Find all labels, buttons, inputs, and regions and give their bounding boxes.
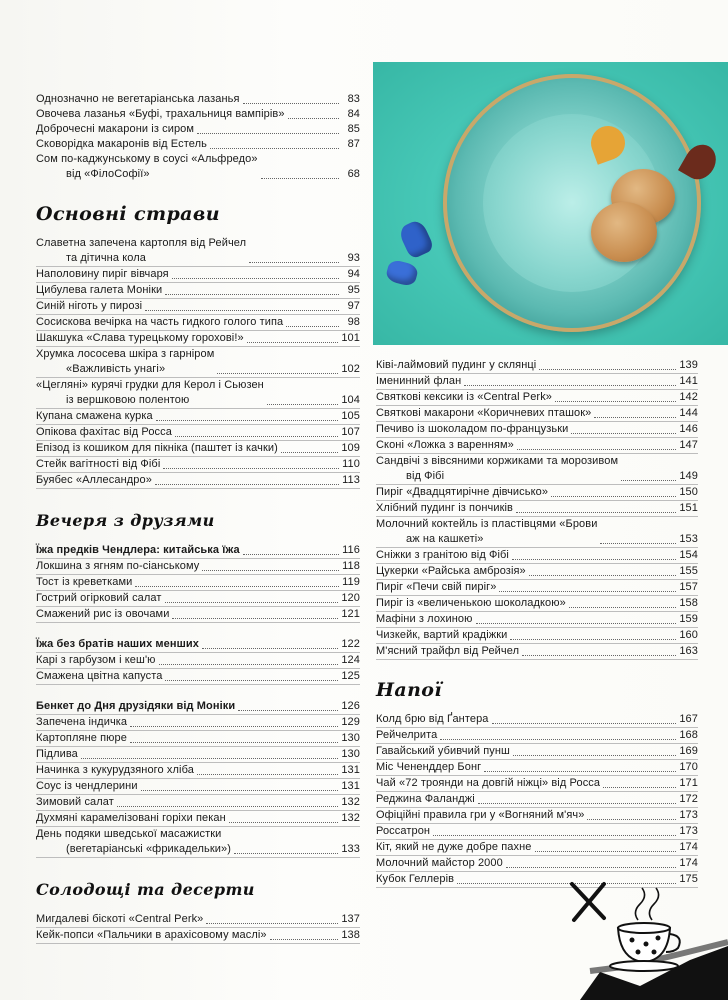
toc-page-number: 154: [679, 549, 698, 561]
toc-entry[interactable]: [376, 517, 698, 548]
toc-entry-title: Синій ніготь у пирозі: [36, 300, 143, 312]
toc-leader-dots: [510, 639, 676, 640]
toc-subgroup-heading[interactable]: [36, 543, 360, 559]
toc-leader-dots: [172, 618, 338, 619]
toc-leader-dots: [600, 543, 676, 544]
toc-page-number: 97: [347, 300, 360, 312]
toc-entry[interactable]: [376, 856, 698, 872]
toc-page-number: 171: [679, 777, 698, 789]
toc-page-number: 85: [347, 123, 360, 135]
toc-leader-dots: [270, 939, 339, 940]
toc-leader-dots: [587, 819, 676, 820]
toc-page-number: 175: [679, 873, 698, 885]
toc-top-list: [36, 92, 360, 182]
toc-entry-title: Цибулева галета Моніки: [36, 284, 163, 296]
toc-entry[interactable]: [36, 92, 360, 107]
toc-entry[interactable]: [36, 912, 360, 928]
toc-entry[interactable]: [36, 283, 360, 299]
toc-leader-dots: [594, 417, 676, 418]
candy-icon: [397, 218, 435, 260]
toc-leader-dots: [217, 373, 338, 374]
toc-page-number: 129: [341, 716, 360, 728]
toc-entry[interactable]: [376, 422, 698, 438]
toc-entry[interactable]: [36, 137, 360, 152]
toc-page-number: 151: [679, 502, 698, 514]
toc-entry[interactable]: [36, 331, 360, 347]
toc-entry-title: Духмяні карамелізовані горіхи пекан: [36, 812, 226, 824]
toc-page-number: 93: [347, 252, 360, 264]
toc-leader-dots: [571, 433, 676, 434]
toc-entry[interactable]: [376, 374, 698, 390]
toc-leader-dots: [249, 262, 339, 263]
toc-entry-title: Локшина з ягням по-сіанському: [36, 560, 200, 572]
toc-leader-dots: [286, 326, 339, 327]
toc-leader-dots: [433, 835, 676, 836]
toc-entry-title: Запечена індичка: [36, 716, 128, 728]
toc-entry-title: Цукерки «Райська амброзія»: [376, 565, 526, 577]
toc-entry-title: День подяки шведської масажистки (вегетаріанські «фрикадельки»): [36, 828, 232, 855]
toc-leader-dots: [130, 742, 338, 743]
toc-leader-dots: [243, 103, 339, 104]
toc-entry-title: Колд брю від Ґантера: [376, 713, 489, 725]
toc-entry-title: Карі з гарбузом і кеш'ю: [36, 654, 156, 666]
toc-leader-dots: [506, 867, 677, 868]
toc-leader-dots: [159, 664, 339, 665]
toc-page-number: 147: [679, 439, 698, 451]
toc-subgroup-heading[interactable]: [36, 637, 360, 653]
toc-entry[interactable]: [376, 501, 698, 517]
toc-entry-title: Сом по-каджунському в соусі «Альфредо» від «ФілоСофії»: [36, 153, 258, 180]
toc-leader-dots: [130, 726, 338, 727]
cross-doodle-icon: [572, 884, 604, 920]
toc-entry[interactable]: [36, 827, 360, 858]
toc-subgroup: [36, 637, 360, 685]
toc-page-number: 109: [341, 442, 360, 454]
toc-leader-dots: [165, 602, 339, 603]
toc-entry[interactable]: [36, 779, 360, 795]
toc-page-number: 150: [679, 486, 698, 498]
toc-page-number: 139: [679, 359, 698, 371]
toc-entry[interactable]: [36, 575, 360, 591]
toc-leader-dots: [539, 369, 676, 370]
toc-page-number: 122: [341, 638, 360, 650]
toc-entry[interactable]: [36, 315, 360, 331]
toc-page-number: 137: [341, 913, 360, 925]
toc-entry-title: Пиріг із «величенькою шоколадкою»: [376, 597, 566, 609]
toc-leader-dots: [569, 607, 677, 608]
coffee-doodle: [560, 876, 728, 1000]
toc-entry-title: Гострий огірковий салат: [36, 592, 162, 604]
toc-page-number: 131: [341, 780, 360, 792]
toc-leader-dots: [516, 512, 676, 513]
toc-leader-dots: [551, 496, 676, 497]
toc-entry-title: Смажений рис із овочами: [36, 608, 170, 620]
toc-page-number: 107: [341, 426, 360, 438]
section-heading-mains: Основні страви: [36, 203, 220, 225]
toc-page-number: 157: [679, 581, 698, 593]
toc-entry[interactable]: [36, 928, 360, 944]
toc-entry[interactable]: [36, 299, 360, 315]
toc-page-number: 168: [679, 729, 698, 741]
toc-entry[interactable]: [36, 457, 360, 473]
toc-page-number: 130: [341, 732, 360, 744]
toc-leader-dots: [499, 591, 676, 592]
toc-entry[interactable]: [376, 438, 698, 454]
toc-leader-dots: [440, 739, 676, 740]
toc-entry[interactable]: [376, 580, 698, 596]
toc-entry-title: Пиріг «Двадцятирічне дівчисько»: [376, 486, 549, 498]
toc-entry[interactable]: [36, 559, 360, 575]
toc-entry-title: Бенкет до Дня друзідяки від Моніки: [36, 700, 236, 712]
toc-entry-title: Мигдалеві біскоті «Central Perk»: [36, 913, 204, 925]
toc-mains-list: [36, 236, 360, 489]
toc-entry-title: Однозначно не вегетаріанська лазанья: [36, 93, 240, 105]
toc-entry-title: Шакшука «Слава турецькому горохові!»: [36, 332, 244, 344]
toc-leader-dots: [202, 570, 339, 571]
toc-page-number: 158: [679, 597, 698, 609]
toc-entry[interactable]: [376, 808, 698, 824]
toc-leader-dots: [163, 468, 339, 469]
toc-entry-title: Опікова фахітас від Росса: [36, 426, 172, 438]
toc-page-number: 116: [342, 544, 360, 556]
toc-entry-title: Сандвічі з вівсяними коржиками та морозивом від Фібі: [376, 455, 619, 482]
toc-page-number: 84: [347, 108, 360, 120]
toc-entry-title: «Цегляні» курячі грудки для Керол і Сьюзен із вершковою полентою: [36, 379, 264, 406]
toc-leader-dots: [165, 680, 338, 681]
toc-page-number: 153: [679, 533, 698, 545]
toc-leader-dots: [247, 342, 339, 343]
toc-page-number: 141: [679, 375, 698, 387]
toc-page-number: 105: [341, 410, 360, 422]
toc-page-number: 174: [679, 841, 698, 853]
toc-leader-dots: [229, 822, 339, 823]
toc-leader-dots: [145, 310, 339, 311]
toc-entry-title: Пиріг «Печи свій пиріг»: [376, 581, 497, 593]
toc-page-number: 169: [679, 745, 698, 757]
toc-leader-dots: [197, 774, 338, 775]
toc-leader-dots: [476, 623, 677, 624]
toc-page-number: 118: [342, 560, 360, 572]
toc-entry[interactable]: [36, 473, 360, 489]
toc-entry[interactable]: [36, 669, 360, 685]
toc-entry[interactable]: [376, 728, 698, 744]
toc-leader-dots: [267, 404, 338, 405]
toc-page-number: 98: [347, 316, 360, 328]
toc-entry[interactable]: [376, 712, 698, 728]
toc-page-number: 124: [341, 654, 360, 666]
toc-entry-title: Кубок Геллерів: [376, 873, 455, 885]
toc-entry-title: Епізод із кошиком для пікніка (паштет із качки): [36, 442, 278, 454]
toc-entry[interactable]: [36, 152, 360, 182]
toc-page-number: 110: [342, 458, 360, 470]
toc-entry[interactable]: [376, 358, 698, 374]
toc-page-number: 172: [679, 793, 698, 805]
toc-leader-dots: [81, 758, 338, 759]
toc-drinks-list: [376, 712, 698, 888]
toc-entry[interactable]: [36, 267, 360, 283]
toc-entry-title: Хлібний пудинг із пончиків: [376, 502, 513, 514]
toc-leader-dots: [512, 559, 676, 560]
toc-entry[interactable]: [376, 776, 698, 792]
toc-leader-dots: [197, 133, 339, 134]
toc-page-number: 174: [679, 857, 698, 869]
toc-entry[interactable]: [376, 548, 698, 564]
toc-page-number: 142: [679, 391, 698, 403]
toc-page-number: 160: [679, 629, 698, 641]
toc-entry[interactable]: [36, 715, 360, 731]
section-heading-desserts: Солодощі та десерти: [36, 880, 255, 899]
toc-entry-title: Сконі «Ложка з варенням»: [376, 439, 514, 451]
toc-entry-title: Їжа предків Чендлера: китайська їжа: [36, 544, 240, 556]
toc-entry-title: Реджина Фаланджі: [376, 793, 475, 805]
toc-dinner-list: [36, 543, 360, 858]
toc-page-number: 120: [341, 592, 360, 604]
toc-leader-dots: [484, 771, 676, 772]
toc-page-number: 131: [341, 764, 360, 776]
toc-entry-title: Ківі-лаймовий пудинг у склянці: [376, 359, 537, 371]
toc-page-number: 149: [679, 470, 698, 482]
toc-subgroup-heading[interactable]: [36, 699, 360, 715]
toc-entry[interactable]: [376, 406, 698, 422]
toc-right-column: [376, 358, 698, 888]
toc-entry[interactable]: [376, 596, 698, 612]
toc-page-number: 68: [347, 168, 360, 180]
toc-leader-dots: [492, 723, 677, 724]
toc-entry[interactable]: [376, 454, 698, 485]
toc-leader-dots: [464, 385, 676, 386]
toc-entry-title: Підлива: [36, 748, 78, 760]
toc-entry-title: Кіт, який не дуже добре пахне: [376, 841, 532, 853]
toc-entry[interactable]: [36, 747, 360, 763]
toc-entry[interactable]: [376, 628, 698, 644]
toc-entry[interactable]: [376, 612, 698, 628]
toc-entry[interactable]: [376, 792, 698, 808]
toc-entry-title: Сніжки з гранітою від Фібі: [376, 549, 509, 561]
toc-entry-title: Доброчесні макарони із сиром: [36, 123, 195, 135]
toc-entry[interactable]: [376, 840, 698, 856]
toc-page-number: 126: [341, 700, 360, 712]
toc-entry[interactable]: [36, 607, 360, 623]
toc-leader-dots: [243, 554, 339, 555]
toc-entry[interactable]: [36, 653, 360, 669]
toc-entry-title: Гавайський убивчий пунш: [376, 745, 510, 757]
toc-page-number: 94: [347, 268, 360, 280]
toc-entry-title: Картопляне пюре: [36, 732, 127, 744]
toc-entry-title: Рейчелрита: [376, 729, 438, 741]
toc-leader-dots: [141, 790, 339, 791]
toc-entry[interactable]: [36, 378, 360, 409]
toc-subgroup: [36, 699, 360, 858]
toc-entry-title: М'ясний трайфл від Рейчел: [376, 645, 520, 657]
toc-entry-title: Кейк-попси «Пальчики в арахісовому маслі»: [36, 929, 267, 941]
toc-entry-title: Соус із чендлерини: [36, 780, 138, 792]
toc-entry-title: Святкові кексики із «Central Perk»: [376, 391, 553, 403]
toc-entry[interactable]: [36, 425, 360, 441]
toc-entry-title: Хрумка лососева шкіра з гарніром «Важливість унагі»: [36, 348, 215, 375]
toc-leader-dots: [529, 575, 677, 576]
toc-entry-title: Святкові макарони «Коричневих пташок»: [376, 407, 592, 419]
toc-entry-title: Чизкейк, вартий крадіжки: [376, 629, 508, 641]
toc-leader-dots: [522, 655, 676, 656]
toc-page-number: 83: [347, 93, 360, 105]
section-heading-drinks: Напої: [376, 679, 442, 701]
toc-entry-title: Сосискова вечірка на часть гидкого голого типа: [36, 316, 284, 328]
toc-entry-title: Мафіни з лохиною: [376, 613, 473, 625]
toc-entry-title: Печиво із шоколадом по-французьки: [376, 423, 569, 435]
toc-page-number: 87: [347, 138, 360, 150]
toc-entry[interactable]: [36, 122, 360, 137]
toc-page-number: 146: [679, 423, 698, 435]
toc-page-number: 119: [342, 576, 360, 588]
toc-leader-dots: [206, 923, 338, 924]
toc-page-number: 144: [679, 407, 698, 419]
candy-icon: [385, 258, 420, 287]
toc-entry[interactable]: [376, 644, 698, 660]
toc-entry-title: Офіційні правила гри у «Вогняний м'яч»: [376, 809, 585, 821]
dessert-photo: [373, 62, 728, 345]
toc-entry-title: Купана смажена курка: [36, 410, 153, 422]
toc-entry[interactable]: [376, 824, 698, 840]
toc-page-number: 167: [679, 713, 698, 725]
toc-page-number: 132: [341, 796, 360, 808]
section-heading-dinner: Вечеря з друзями: [36, 511, 215, 530]
toc-entry[interactable]: [36, 107, 360, 122]
toc-entry-title: Молочний майстор 2000: [376, 857, 503, 869]
toc-page-number: 159: [679, 613, 698, 625]
toc-leader-dots: [517, 449, 676, 450]
toc-page-number: 155: [679, 565, 698, 577]
toc-page-number: 130: [341, 748, 360, 760]
toc-page-number: 170: [679, 761, 698, 773]
toc-page-number: 125: [341, 670, 360, 682]
toc-subgroup: [36, 543, 360, 623]
toc-leader-dots: [513, 755, 676, 756]
toc-leader-dots: [172, 278, 339, 279]
toc-page-number: 132: [341, 812, 360, 824]
toc-desserts-list: [36, 912, 360, 944]
cookie-sandwich: [591, 202, 657, 262]
toc-page-number: 121: [341, 608, 360, 620]
toc-leader-dots: [202, 648, 338, 649]
toc-leader-dots: [210, 148, 339, 149]
toc-left-column: [36, 92, 360, 944]
toc-entry-title: Буябес «Аллесандро»: [36, 474, 152, 486]
toc-entry-title: Тост із креветками: [36, 576, 133, 588]
glass-plate: [443, 74, 701, 332]
toc-leader-dots: [555, 401, 676, 402]
toc-entry[interactable]: [36, 811, 360, 827]
toc-page-number: 104: [341, 394, 360, 406]
toc-leader-dots: [238, 710, 338, 711]
toc-leader-dots: [175, 436, 338, 437]
toc-entry-title: Стейк вагітності від Фібі: [36, 458, 161, 470]
toc-leader-dots: [621, 480, 676, 481]
toc-entry-title: Россатрон: [376, 825, 431, 837]
toc-entry-title: Наполовину пиріг вівчаря: [36, 268, 169, 280]
toc-leader-dots: [156, 420, 339, 421]
toc-desserts-continued: [376, 358, 698, 660]
toc-leader-dots: [288, 118, 339, 119]
toc-page-number: 173: [679, 825, 698, 837]
toc-leader-dots: [261, 178, 339, 179]
toc-page-number: 101: [341, 332, 360, 344]
toc-leader-dots: [117, 806, 338, 807]
toc-entry[interactable]: [376, 485, 698, 501]
toc-entry-title: Начинка з кукурудзяного хліба: [36, 764, 194, 776]
toc-page-number: 138: [341, 929, 360, 941]
toc-entry[interactable]: [376, 760, 698, 776]
toc-entry-title: Смажена цвітна капуста: [36, 670, 163, 682]
toc-page-number: 173: [679, 809, 698, 821]
toc-entry-title: Сковорідка макаронів від Естель: [36, 138, 207, 150]
toc-entry[interactable]: [36, 409, 360, 425]
toc-page-number: 113: [342, 474, 360, 486]
toc-entry-title: Іменинний флан: [376, 375, 462, 387]
toc-entry-title: Міс Чененддер Бонг: [376, 761, 482, 773]
toc-entry-title: Славетна запечена картопля від Рейчел та дітична кола: [36, 237, 247, 264]
toc-entry-title: Чай «72 троянди на довгій ніжці» від Росса: [376, 777, 601, 789]
toc-page-number: 163: [679, 645, 698, 657]
toc-leader-dots: [155, 484, 339, 485]
toc-entry[interactable]: [36, 795, 360, 811]
toc-entry[interactable]: [36, 591, 360, 607]
toc-entry[interactable]: [36, 763, 360, 779]
toc-leader-dots: [135, 586, 339, 587]
toc-page-number: 102: [341, 363, 360, 375]
toc-page-number: 95: [347, 284, 360, 296]
toc-leader-dots: [603, 787, 676, 788]
toc-leader-dots: [478, 803, 677, 804]
toc-page-number: 133: [341, 843, 360, 855]
toc-leader-dots: [535, 851, 677, 852]
toc-entry[interactable]: [36, 441, 360, 457]
toc-entry[interactable]: [36, 731, 360, 747]
toc-entry[interactable]: [36, 347, 360, 378]
toc-entry-title: Овочева лазанья «Буфі, трахальниця вампірів»: [36, 108, 285, 120]
toc-leader-dots: [234, 853, 338, 854]
toc-entry-title: Їжа без братів наших менших: [36, 638, 199, 650]
toc-entry-title: Зимовий салат: [36, 796, 114, 808]
toc-entry[interactable]: [376, 744, 698, 760]
butterfly-icon: [678, 139, 722, 185]
toc-leader-dots: [165, 294, 339, 295]
toc-entry-title: Молочний коктейль із пластівцями «Брови аж на кашкеті»: [376, 518, 598, 545]
toc-entry[interactable]: [376, 390, 698, 406]
toc-entry[interactable]: [376, 564, 698, 580]
toc-leader-dots: [281, 452, 338, 453]
toc-entry[interactable]: [36, 236, 360, 267]
